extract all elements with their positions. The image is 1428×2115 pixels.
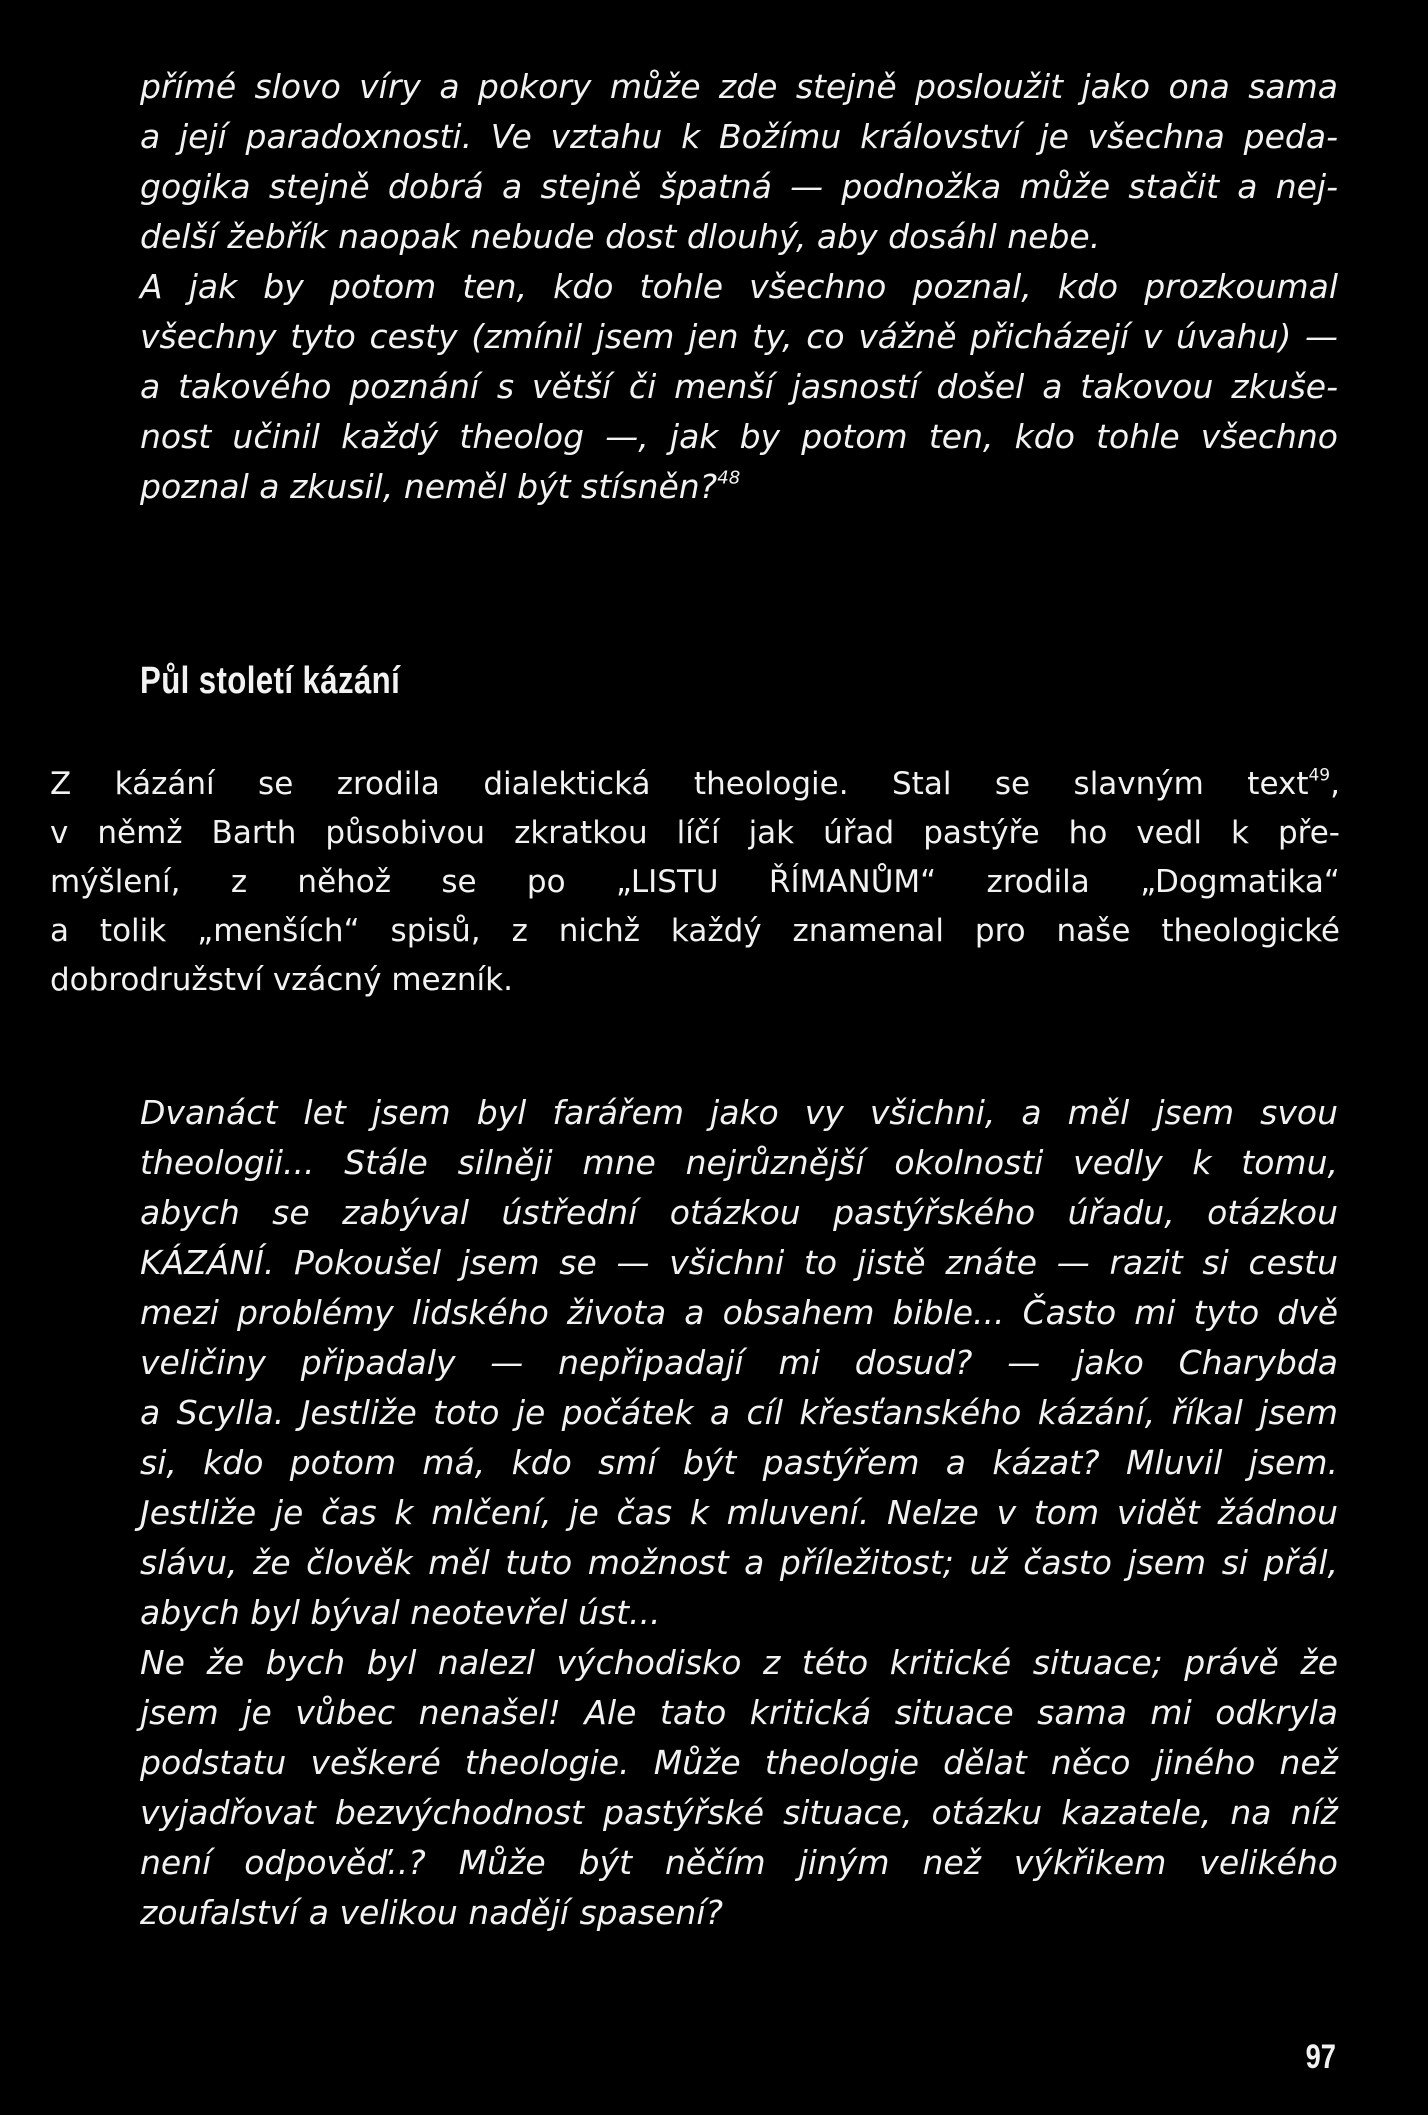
text-line: všechny tyto cesty (zmínil jsem jen ty, co vážně přicházejí v úvahu) — [140,317,1338,356]
text-line: a její paradoxnosti. Ve vztahu k Božímu království je všechna peda- [140,117,1338,156]
text-line: abych byl býval neotevřel úst... [140,1593,661,1632]
text-line-content: Z kázání se zrodila dialektická theologie. Stal se slavným text [50,766,1309,802]
text-line: delší žebřík naopak nebude dost dlouhý, aby dosáhl nebe. [140,217,1101,256]
quote-bottom [140,1088,1338,1938]
text-line: a takového poznání s větší či menší jasností došel a takovou zkuše- [140,367,1338,406]
text-line-content: poznal a zkusil, neměl být stísněn? [140,467,718,506]
text-line: v němž Barth působivou zkratkou líčí jak úřad pastýře ho vedl k pře- [50,815,1340,851]
text-line: abych se zabýval ústřední otázkou pastýřského úřadu, otázkou [140,1193,1338,1232]
text-line [50,760,1340,809]
text-line: gogika stejně dobrá a stejně špatná — podnožka může stačit a nej- [140,167,1338,206]
text-line: veličiny připadaly — nepřipadají mi dosud? — jako Charybda [140,1343,1338,1382]
text-line: si, kdo potom má, kdo smí být pastýřem a kázat? Mluvil jsem. [140,1443,1338,1482]
text-line: Jestliže je čas k mlčení, je čas k mluvení. Nelze v tom vidět žádnou [140,1493,1338,1532]
text-line: a Scylla. Jestliže toto je počátek a cíl křesťanského kázání, říkal jsem [140,1393,1338,1432]
text-line: dobrodružství vzácný mezník. [50,962,513,998]
quote-top [140,62,1338,512]
text-line: nost učinil každý theolog —, jak by potom ten, kdo tohle všechno [140,417,1338,456]
text-line: jsem je vůbec nenašel! Ale tato kritická situace sama mi odkryla [140,1693,1338,1732]
footnote-ref: 48 [717,467,741,489]
text-line: a tolik „menších“ spisů, z nichž každý znamenal pro naše theologické [50,913,1340,949]
section-heading: Půl století kázání [140,660,401,702]
text-line: není odpověď..? Může být něčím jiným než výkřikem velikého [140,1843,1338,1882]
page-number: 97 [1305,2038,1336,2076]
text-line: KÁZÁNÍ. Pokoušel jsem se — všichni to jistě znáte — razit si cestu [140,1243,1338,1282]
text-line: zoufalství a velikou nadějí spasení? [140,1893,724,1932]
text-line: podstatu veškeré theologie. Může theologie dělat něco jiného než [140,1743,1338,1782]
footnote-ref: 49 [1308,765,1331,786]
text-line: mezi problémy lidského života a obsahem bible... Často mi tyto dvě [140,1293,1338,1332]
text-line: theologii... Stále silněji mne nejrůznější okolnosti vedly k tomu, [140,1143,1338,1182]
text-line: Dvanáct let jsem byl farářem jako vy všichni, a měl jsem svou [140,1093,1338,1132]
text-line: mýšlení, z něhož se po „LISTU ŘÍMANŮM“ zrodila „Dogmatika“ [50,864,1340,900]
text-line: A jak by potom ten, kdo tohle všechno poznal, kdo prozkoumal [140,267,1338,306]
text-line: vyjadřovat bezvýchodnost pastýřské situace, otázku kazatele, na níž [140,1793,1338,1832]
body-paragraph [50,760,1340,1005]
text-line: Ne že bych byl nalezl východisko z této kritické situace; právě že [140,1643,1338,1682]
text-line: slávu, že člověk měl tuto možnost a příležitost; už často jsem si přál, [140,1543,1338,1582]
text-line: přímé slovo víry a pokory může zde stejně posloužit jako ona sama [140,67,1338,106]
text-line [140,462,1338,512]
text-line-tail: , [1330,766,1340,802]
